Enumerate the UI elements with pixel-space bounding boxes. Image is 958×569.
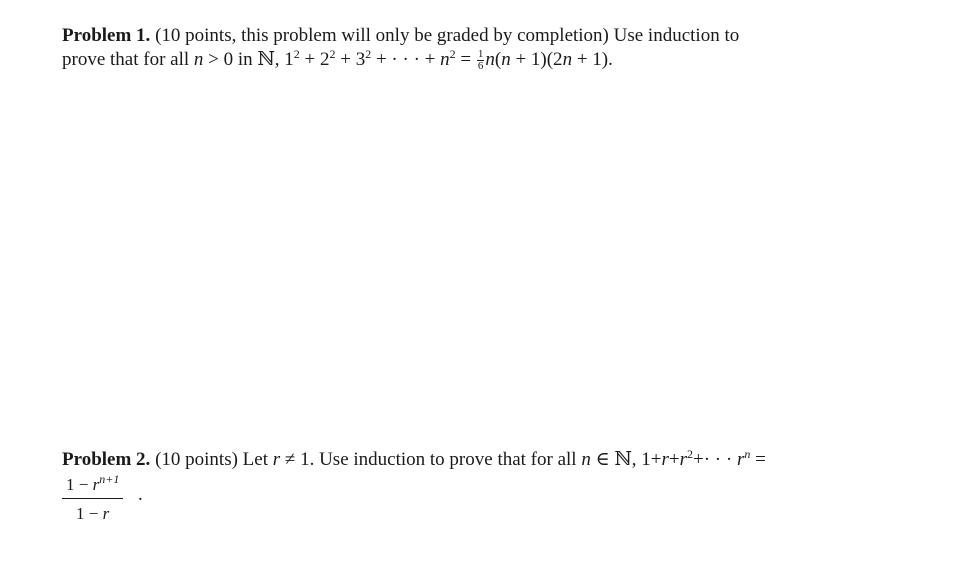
math-text: 1 − [66,475,93,494]
problem-1-intro: (10 points, this problem will only be graded by completion) Use induction to [150,25,740,46]
problem-1-line-1 [62,24,882,48]
math-text: 1 − [76,504,103,523]
geometric-sum-fraction [62,474,123,525]
math-text: = [455,49,476,70]
math-var-r: r [736,449,745,470]
math-var-n: n [562,49,573,70]
math-text: + 3 [335,49,366,70]
math-text: ∈ ℕ, 1+ [590,449,662,470]
math-var-n: n [193,49,204,70]
fraction-numerator: 1 [477,48,484,61]
math-text: ( [494,49,502,70]
math-text: + 2 [299,49,330,70]
problem-2-text: ≠ 1. Use induction to prove that for all [280,449,582,470]
math-exponent: 2 [293,47,300,61]
math-exponent: n [744,447,751,461]
fraction-denominator: 6 [477,60,484,73]
math-var-r: r [661,449,669,470]
math-exponent: n+1 [99,472,120,486]
math-text: + [668,449,680,470]
problem-1-title: Problem 1. [62,25,151,46]
math-var-r: r [102,504,110,523]
math-var-n: n [501,49,511,70]
math-text: + · · · + [371,49,441,70]
math-var-r: r [679,449,688,470]
math-var-r: r [272,449,281,470]
fraction-one-sixth [477,49,485,72]
math-var-n: n [440,49,450,70]
math-exponent: 2 [687,447,694,461]
problem-1-line-2 [62,48,882,72]
math-exponent: 2 [329,47,336,61]
problem-1-text: prove that for all [62,49,194,70]
problem-1 [62,24,882,72]
problem-2-line-1 [62,448,882,472]
sentence-period: . [138,484,143,505]
math-text: > 0 in ℕ, 1 [203,49,294,70]
problem-2-title: Problem 2. [62,449,151,470]
math-text: = [750,449,766,470]
fraction-denominator [62,499,123,525]
math-exponent: 2 [365,47,372,61]
problem-2 [62,447,882,523]
math-text: +· · · [693,449,737,470]
math-var-n: n [581,449,591,470]
math-text: + 1). [572,49,613,70]
math-var-n: n [485,49,495,70]
math-text: + 1)(2 [510,49,563,70]
math-exponent: 2 [449,47,456,61]
math-var-r: r [92,475,100,494]
problem-2-intro: (10 points) Let [150,449,273,470]
fraction-numerator [62,474,123,499]
